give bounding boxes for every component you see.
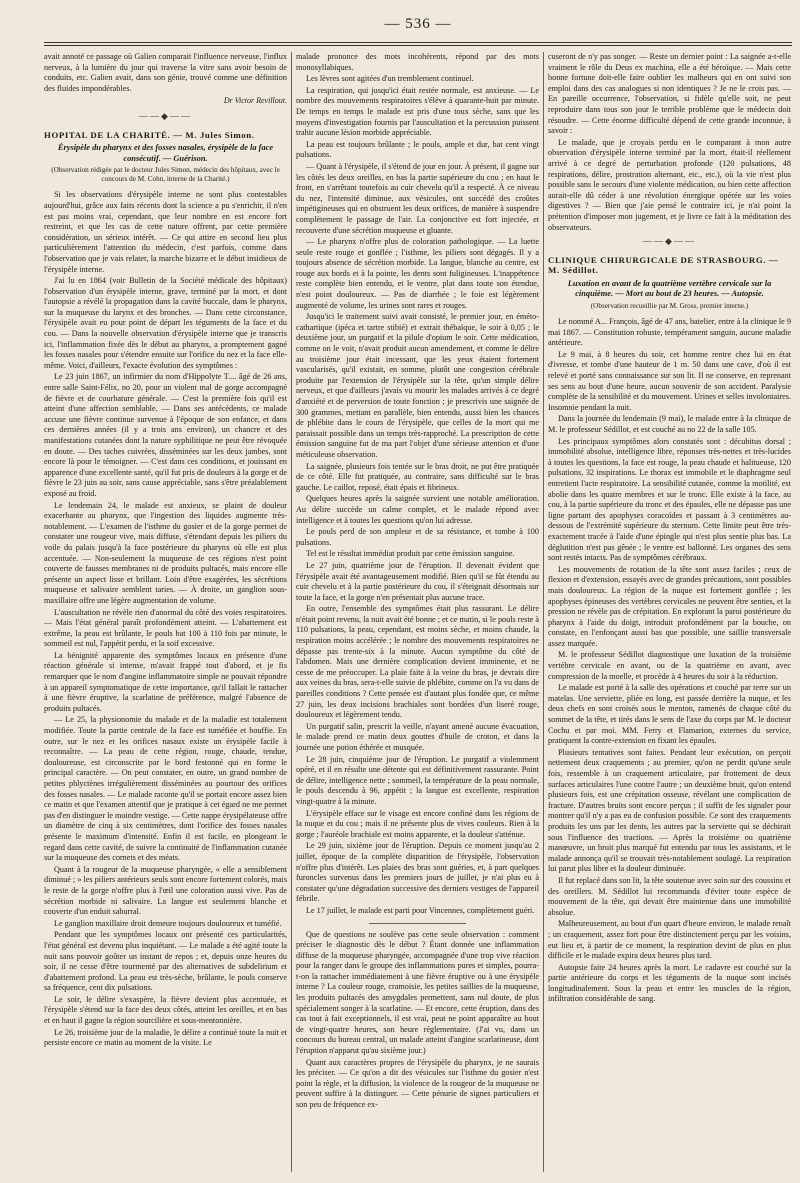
column-3 <box>548 52 791 1177</box>
column-1 <box>44 52 287 1177</box>
paragraph: Le lendemain 24, le malade est anxieux, se plaint de douleur exacerbante au pharynx, que l'ingestion des liquides augmente très-notablement. — L'examen de l'isthme du gosier et de la gorge permet de constater une rougeur vive, mais diffuse, s'étendant depuis les piliers du voile du palais jusqu'à la face postérieure du pharynx où elle est plus accentuée. — Non-seulement la muqueuse de ces régions n'est point couverte de fausses membranes ni de produits pultacés, mais encore elle présente un aspect lisse et brillant. Loin d'être exagérées, les sécrétions muqueuse et salivaire semblent taries. — À droite, un ganglion sous-maxillaire offre une légère augmentation de volume. <box>44 500 287 605</box>
paragraph: Si les observations d'érysipèle interne ne sont plus contestables aujourd'hui, grâce aux faits récents dont la science a pu s'enrichir, il n'en est pas moins vrai, cependant, que leur nombre en est encore fort restreint, et que les cas de cette nature offrent, par cette première considération, un sérieux intérêt. — Ce qui attire en second lieu plus particulièrement l'attention du médecin, c'est parfois, comme dans l'observation que je vais relater, la marche bizarre et le début insidieux de l'érysipèle interne. <box>44 190 287 274</box>
article-subtitle: Luxation en avant de la quatrième vertèbre cervicale sur la cinquième. — Mort au bout de 23 heures. — Autopsie. <box>567 278 772 299</box>
paragraph: La saignée, plusieurs fois tentée sur le bras droit, ne put être pratiquée de ce côté. Elle fut pratiquée, au contraire, sans difficulté sur le bras gauche. Le caillot, reposé, était épais et fibrineux. <box>296 461 539 492</box>
paragraph: — Le pharynx n'offre plus de coloration pathologique. — La luette seule reste rouge et gonflée ; l'isthme, les piliers sont dégagés. Il y a toujours absence de sécrétion morbide. La langue, blanche au centre, est rouge aux bords et à la pointe, les dents sont fuligineuses. L'inappétence reste complète bien entendu, et le ventre, plat dans toute son étendue, n'est point douloureux. — Pas de diarrhée ; le foie est légèrement augmenté de volume, les urines sont rares et rouges. <box>296 237 539 310</box>
header-rule <box>44 42 792 43</box>
paragraph: Tel est le résultat immédiat produit par cette émission sanguine. <box>306 549 515 559</box>
paragraph: Les principaux symptômes alors constatés sont : décubitus dorsal ; immobilité absolue, intelligence libre, réponses très-nettes et très-lucides à toutes les questions, la face est rouge, la peau chaude et halitueuse, 120 pulsations, 32 inspirations. Le thorax est immobile et le diaphragme seul entretient l'acte respiratoire. La sensibilité cutanée, comme la motilité, est abolie dans les quatre membres et sur le tronc. Elle existe à la face, au cou, à la partie supérieure du tronc et des épaules, elle ne dépasse pas une ligne partant des apophyses coracoïdes et passant à 3 centimètres au-dessous de l'extrémité supérieure du sternum. Cette limite peut être très-exactement tracée à l'aide d'une épingle qui n'est plus sentie plus bas. La déglutition n'est pas gênée ; le ventre est ballonné. Les organes des sens sont restés intacts. Pas de symptômes cérébraux. <box>548 436 791 563</box>
column-2 <box>296 52 539 1177</box>
paragraph: J'ai lu en 1864 (voir Bulletin de la Société médicale des hôpitaux) l'observation d'un érysipèle interne, grave, terminé par la mort, et dont l'autopsie a révélé la propagation dans la cavité buccale, dans le pharynx, sur la muqueuse du larynx et des bronches. — Dans cette circonstance, l'érysipèle avait eu pour point de départ les téguments de la face et du cou. — Dans la nouvelle observation d'érysipèle interne que je transcris ici, l'inflammation fixée dès le début au pharynx, a promptement gagné les fosses nasales pour s'étendre ensuite sur l'orifice du nez et la face elle-même. Voici, d'ailleurs, l'exacte évolution des symptômes : <box>44 276 287 370</box>
signature: Dr Victor Revillout. <box>223 96 287 106</box>
paragraph: Le soir, le délire s'exaspère, la fièvre devient plus accentuée, et l'érysipèle s'étend sur la face des deux côtés, atteint les oreilles, et en bas et en haut il gagne la région sourcilière et sous-mentonnière. <box>44 994 287 1026</box>
paragraph: La peau est toujours brûlante ; le pouls, ample et dur, bat cent vingt pulsations. <box>296 139 539 160</box>
paragraph: Que de questions ne soulève pas cette seule observation : comment préciser le diagnostic dès le début ? Étant donnée une inflammation diffuse de la muqueuse pharyngée, accompagnée d'une trop vive réaction pour la ranger dans le groupe des inflammations pures et simples, pourra-t-on la rattacher immédiatement à une fièvre éruptive ou à une érysipèle interne ? La couleur rouge, cramoisie, les petites saillies de la muqueuse, les produits pultacés des amygdales permettent, sans nul doute, de plus spécialement songer à la scarlatine. — Et encore, cette éruption, dans des cas tout à fait exceptionnels, il est vrai, peut ne point apparaître au bout de vingt-quatre heures, son heure réglementaire. (J'ai vu, dans un concours du bureau central, un malade atteint d'angine scarlatineuse, dont l'éruption n'apparut qu'au sixième jour.) <box>296 929 539 1056</box>
paragraph: Le 17 juillet, le malade est parti pour Vincennes, complètement guéri. <box>306 905 535 915</box>
paragraph: La bénignité apparente des symptômes locaux en présence d'une réaction générale si intense, m'avait frappé tout d'abord, et je fis remarquer que le nom d'angine inflammatoire simple ne pouvait répondre à un appareil symptomatique de cette importance, qu'il fallait le rattacher à une fièvre éruptive, la scarlatine de préférence, malgré l'absence de produits pultacés. <box>44 650 287 713</box>
paragraph: Quant aux caractères propres de l'érysipèle du pharynx, je ne saurais les préciser. — Ce qu'on a dit des vésicules sur l'isthme du gosier n'est point la règle, et la diffusion, la violence de la rougeur de la muqueuse ne peuvent suffire à la distinguer. — Cette pénurie de signes particuliers et son peu de fréquence ex- <box>296 1057 539 1109</box>
section-title: HOPITAL DE LA CHARITÉ. — M. Jules Simon. <box>44 129 255 140</box>
paragraph: La respiration, qui jusqu'ici était restée normale, est anxieuse. — Le nombre des mouvements respiratoires s'élève à quarante-huit par minute. De temps en temps le malade est pris d'une toux sèche, sans que les moyens d'investigation fournis par l'auscultation et la percussion puissent trahir aucune lésion morbide appréciable. <box>296 85 539 138</box>
paragraph: Autopsie faite 24 heures après la mort. Le cadavre est couché sur la partie antérieure du corps et les téguments de la nuque sont incisés longitudinalement. Sous la peau et entre les muscles de la région, infiltration considérable de sang. <box>548 962 791 1004</box>
paragraph: Dans la journée du lendemain (9 mai), le malade entre à la clinique de M. le professeur Sédillot, et est couché au no 22 de la salle 105. <box>548 414 791 434</box>
observation-note: (Observation recueillie par M. Gross, premier interne.) <box>590 302 749 311</box>
paragraph: Le malade, que je croyais perdu en le comparant à mon autre observation d'érysipèle interne terminé par la mort, était-il réellement arrivé à ce degré de perturbation profonde (120 pulsations, 48 respirations, délire, prostration alternant, etc., etc.), où la vie n'est plus possible sans le secours d'une violente médication, ou bien cette affection aurait-elle dû céder à une révolution énergique opérée sur les voies digestives ? — Bien que j'aie pensé le contraire ici, je n'ai point la prétention d'imposer mon jugement, et je livre ce fait à la méditation des observateurs. <box>548 137 791 232</box>
observation-note: (Observation rédigée par le docteur Jules Simon, médecin des hôpitaux, avec le concours de M. Cohn, interne de la Charité.) <box>51 166 280 184</box>
page-number: — 536 — <box>384 16 452 32</box>
paragraph: L'auscultation ne révèle rien d'anormal du côté des voies respiratoires. — Mais l'état général paraît profondément atteint. — L'abattement est extrême, la peau est brûlante, le pouls bat 100 à 110 fois par minute, le sommeil est nul, l'appétit perdu, et la soif excessive. <box>44 607 287 649</box>
paragraph: Quant à la rougeur de la muqueuse pharyngée, « elle a sensiblement diminué ; » les piliers antérieurs seuls sont encore fortement colorés, mais le reste de la gorge n'offre plus à l'œil une coloration aussi vive. Pas de sécrétion morbide ni salivaire. La langue est seulement blanche et couverte d'un enduit saburral. <box>44 864 287 917</box>
paragraph: Le 23 juin 1867, un infirmier du nom d'Hippolyte T.... âgé de 26 ans, entre salle Saint-Félix, no 20, pour un violent mal de gorge accompagné de fièvre et de courbature générale. — C'est la première fois qu'il est atteint d'une affection semblable. — Dans ses antécédents, ce malade accuse une fièvre continue survenue à l'époque de son enfance, et dans ces dernières années (il y a trois ans environ), un chancre et des manifestations cutanées dont la nature syphilitique ne peut être révoquée en doute. — Des taches cuivrées, disséminées sur les deux jambes, sont encore là pour le témoigner. — C'est dans ces conditions, et jouissant en apparence d'une excellente santé, qu'il fut pris de douleurs à la gorge et de fièvre le 23 juin au soir, sans cause appréciable, sans s'être préalablement exposé au froid. <box>44 372 287 498</box>
paragraph: Le malade est porté à la salle des opérations et couché par terre sur un matelas. Une serviette, pliée en long, est passée derrière la nuque, et les deux chefs en sont croisés sous le menton, ramenés de chaque côté du sommet de la tête, et tirés dans le sens de l'axe du corps par M. le docteur Cochu et par moi. MM. Ferry et Flamarion, externes du service, pratiquent la contre-extension en fixant les épaules. <box>548 683 791 746</box>
paragraph: Jusqu'ici le traitement suivi avait consisté, le premier jour, en éméto-cathartique (ipéca et tartre stibié) et extrait thébaïque, le soir à 0,05 ; le deuxième jour, un purgatif et la pilule d'opium le soir. Cette médication, comme on le voit, n'avait produit aucun amendement, et comme le délire au troisième jour était incessant, que les yeux étaient fortement vascularisés, qu'il existait, en somme, plutôt une congestion cérébrale produite par l'extension de l'érysipèle sur la tête, qu'un simple délire nerveux, et que d'ailleurs j'avais vu mourir les malades arrivés à ce degré d'anxiété et de perversion de toute fonction ; je prescrivis une saignée de 300 grammes, mettant en parallèle, bien entendu, aussi bien les chances de phlébite dans le cours de l'érysipèle, que celles de la mort qui me paraissait possible dans un temps très-rapproché. La prescription de cette émission sanguine fut de ma part l'objet d'une sérieuse attention et d'une méticuleuse observation. <box>296 312 539 459</box>
paragraph: Il fut replacé dans son lit, la tête soutenue avec soin sur des coussins et des oreillers. M. Sédillot lui recommanda d'éviter toute espèce de mouvement de la tête, qui devait être maintenue dans une immobilité absolue. <box>548 875 791 917</box>
paragraph: — Le 25, la physionomie du malade et de la maladie est totalement modifiée. Toute la partie centrale de la face est tuméfiée et bouffie. En outre, sur le nez et les orifices nasaux existe un érysipèle facile à reconnaître. — La peau de cette région, rouge, chaude, tendue, douloureuse, est circonscrite par le bord festonné qui en forme le principal caractère. — On peut constater, en outre, un grand nombre de petites phlyctènes irrégulièrement disséminées au pourtour des orifices des fosses nasales. — Le malade raconte qu'il se portait encore assez bien ce matin et que l'examen attentif que je pratique à cet égard ne me permet pas d'en distinguer le moindre vestige. — Cette nappe érysipélateuse offre un diamètre de cinq à six centimètres, dont l'orifice des fosses nasales présente le maximum d'intensité. Enfin il est facile, en plongeant le regard dans cette cavité, de suivre la continuité de l'inflammation cutanée sur la muqueuse des cornets et des méats. <box>44 715 287 863</box>
paragraph: Un purgatif salin, prescrit la veille, n'ayant amené aucune évacuation, le malade prend ce matin deux gouttes d'huile de croton, et dans la journée une potion éthérée et musquée. <box>296 721 539 752</box>
paragraph: Le 26, troisième jour de la maladie, le délire a continué toute la nuit et persiste encore ce matin au moment de la visite. Le <box>44 1027 287 1048</box>
paragraph: Le 27 juin, quatrième jour de l'éruption. Il devenait évident que l'érysipèle avait été avantageusement modifié. Bien qu'il se fût étendu au cuir chevelu et à la partie postérieure du cou, il s'éteignait désormais sur toute la face, et la gorge n'en présentait plus aucune trace. <box>296 560 539 602</box>
article-columns <box>44 52 792 1177</box>
paragraph: Le nommé A... François, âgé de 47 ans, batelier, entre à la clinique le 9 mai 1867. — Constitution robuste, tempérament sanguin, aucune maladie antérieure. <box>548 317 791 348</box>
ornament: ——◆—— <box>643 236 696 247</box>
header-rule <box>44 45 792 46</box>
paragraph: avait annoté ce passage où Galien comparait l'influence nerveuse, l'influx nerveux, à la lumière du jour qui traverse la vitre sans avoir besoin de conduits, etc. Galien avait, dans son génie, trouvé comme une définition des fluides impondérables. <box>44 52 287 93</box>
paragraph: Les mouvements de rotation de la tête sont assez faciles ; ceux de flexion et d'extension, essayés avec de grandes précautions, sont possibles mais douloureux. La région de la nuque est fortement gonflée ; les apophyses épineuses des vertèbres cervicales ne peuvent être senties, et la pression ne révèle pas de crépitation. En explorant la paroi postérieure du pharynx à l'aide du doigt, introduit profondément par la bouche, on constate, en l'enfonçant aussi bas que possible, une saillie transversale assez marquée. <box>548 564 791 648</box>
article-subtitle: Érysipèle du pharynx et des fosses nasales, érysipèle de la face consécutif. — Guérison. <box>57 143 274 163</box>
paragraph: Plusieurs tentatives sont faites. Pendant leur exécution, on perçoit nettement deux craquements ; au premier, qu'on ne perdit qu'une seule fois, ressemble à un craquement articulaire, par frottement de deux surfaces articulaires l'une contre l'autre ; un deuxième bruit, qu'on entend plusieurs fois, est une crépitation osseuse, révélant une complication de fracture. D'autres bruits sont encore perçus ; il suffit de les signaler pour montrer qu'il n'y a pas eu de confusion possible. Ce sont des craquements produits les uns par les dents, les autres par la serviette qui se déchirait sous l'influence des tractions. — Après la troisième ou quatrième manœuvre, un bruit plus marqué fut entendu par tous les assistants, et le malade annonça qu'il se trouvait très-notablement soulagé. La respiration lui parut plus libre et la douleur diminuée. <box>548 747 791 874</box>
newspaper-page <box>44 12 792 1177</box>
paragraph: Le 9 mai, à 8 heures du soir, cet homme rentre chez lui en état d'ivresse, et tombe d'une hauteur de 1 m. 50 dans une cave, d'où il est relevé et porté sans connaissance sur son lit. Il ne conserve, en reprenant ses sens au bout d'une heure, aucun souvenir de son accident. Paralysie complète de la sensibilité et du mouvement. Urines et selles involontaires. Insomnie pendant la nuit. <box>548 349 791 412</box>
paragraph: L'érysipèle efface sur le visage est encore confiné dans les régions de la nuque et du cou ; mais il ne présente plus de vives couleurs. Rien à la gorge ; l'auréole brachiale est moins apparente, et la douleur s'atténue. <box>296 808 539 839</box>
paragraph: Quelques heures après la saignée survient une notable amélioration. Au délire succède un calme complet, et le malade répond avec intelligence et à toutes les questions qu'on lui adresse. <box>296 494 539 525</box>
paragraph: malade prononce des mots incohérents, répond par des mots monosyllabiques. <box>296 52 539 72</box>
paragraph: Le 29 juin, sixième jour de l'éruption. Depuis ce moment jusqu'au 2 juillet, époque de la complète disparition de l'érysipèle, l'observation n'offre plus d'intérêt. Les plaies des bras sont guéries, et, à part quelques furoncles survenus dans les premiers jours de juillet, je n'ai plus eu à constater qu'une dégradation successive des derniers vestiges de l'appareil fébrile. <box>296 841 539 904</box>
paragraph: Le ganglion maxillaire droit demeure toujours douloureux et tuméfié. <box>54 918 282 928</box>
page-header <box>44 12 792 52</box>
paragraph: Le pouls perd de son ampleur et de sa résistance, et tombe à 100 pulsations. <box>296 527 539 547</box>
section-separator <box>369 923 466 924</box>
paragraph: — Quant à l'érysipèle, il s'étend de jour en jour. À présent, il gagne sur les côtés les deux oreilles, en bas la partie supérieure du cou ; en haut le front, en s'arrêtant toutefois au cuir chevelu qu'il a respecté. À ce niveau du nez, l'intensité diminue, aux vésicules, ont succédé des croûtes impétigineuses qui en obstruent les deux orifices, de manière à suspendre complètement le passage de l'air. La conjonctive est fort injectée, et recouverte d'une sécrétion muqueuse et gluante. <box>296 161 539 235</box>
section-title: CLINIQUE CHIRURGICALE DE STRASBOURG. — M. Sédillot. <box>548 254 779 276</box>
paragraph: cuseront de n'y pas songer. — Reste un dernier point : La saignée a-t-elle vraiment le rôle du Deus ex machina, elle a été héroïque. — Mais cette bonne fortune doit-elle faire oublier les malheurs qui en ont suivi son emploi dans des cas analogues si non identiques ? Je ne le crois pas. — En pareille occurrence, l'observation, si fidèle qu'elle soit, ne peut reproduire dans tous son jour le terrible problème que le médecin doit résoudre. — Cette énorme difficulté dépend de cette grande inconnue, à savoir : <box>548 52 791 136</box>
paragraph: Malheureusement, au bout d'un quart d'heure environ, le malade renaît ; un craquement, assez fort pour être distinctement perçu par les voisins, eut lieu et, à partir de ce moment, la respiration devint de plus en plus difficile et le malade expira deux heures plus tard. <box>548 919 791 961</box>
paragraph: Le 28 juin, cinquième jour de l'éruption. Le purgatif a violemment opéré, et il en résulte une détente qui est définitivement rassurante. Point de délire, intelligence nette ; sommeil, la température de la peau normale, le pouls descendu à 96, appétit ; la langue est excellente, respiration vingt-quatre à la minute. <box>296 754 539 806</box>
paragraph: Pendant que les symptômes locaux ont présenté ces particularités, l'état général est devenu plus inquiétant. — Le malade a été agité toute la nuit sans pouvoir goûter un instant de repos ; et, depuis onze heures du soir, il ne cesse d'être tourmenté par des alternatives de subdelirium et d'abattement profond. La peau est très-sèche, brûlante, le pouls conserve sa fréquence, cent dix pulsations. <box>44 930 287 993</box>
paragraph: En outre, l'ensemble des symptômes était plus rassurant. Le délire n'était point revenu, la nuit avait été bonne ; et ce matin, si le pouls reste à 110 pulsations, la peau, cependant, est moins sèche, et moins chaude, la respiration moins accélérée ; le nombre des mouvements respiratoires ne dépasse pas trente-six à la minute. Aucun symptôme du côté de l'abdomen. Mais une dernière complication devient imminente, et ne cesse de me préoccuper. La plaie faite à la veine du bras, je devrais dire aux veines du bras, sera-t-elle suivie de phlébite, comme on l'a vu dans de pareilles conditions ? Cette pensée est d'autant plus fondée que, ce même 27 juin, les deux incisions brachiales sont bordées d'un liseré rouge, douloureux et légèrement tendu. <box>296 604 539 720</box>
paragraph: M. le professeur Sédillot diagnostique une luxation de la troisième vertèbre cervicale en avant, ou de la quatrième en avant, avec compression de la moelle, et procède à 4 heures du soir à la réduction. <box>548 650 791 681</box>
ornament: ——◆—— <box>139 110 192 121</box>
paragraph: Les lèvres sont agitées d'un tremblement continuel. <box>306 74 474 84</box>
